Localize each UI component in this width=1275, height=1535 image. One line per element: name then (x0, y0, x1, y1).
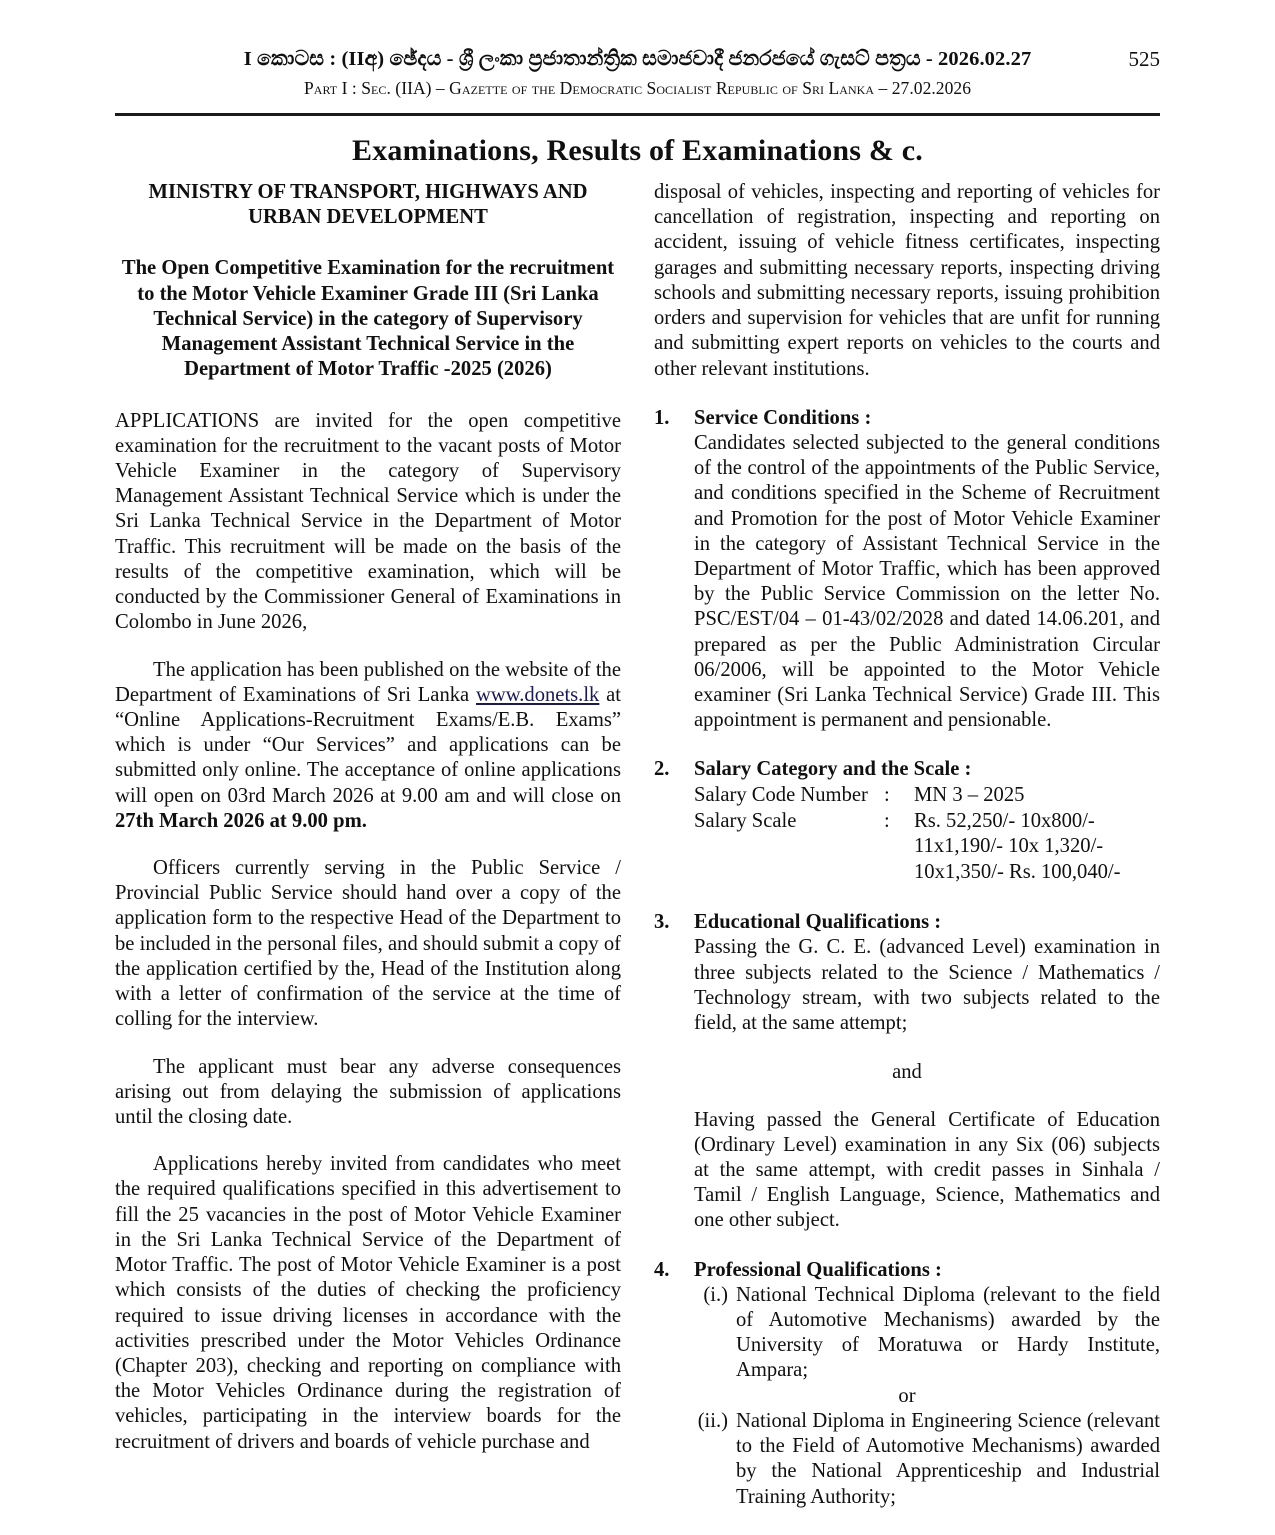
section-2-title: Salary Category and the Scale : (694, 758, 972, 781)
section-3-title: Educational Qualifications : (694, 911, 942, 934)
body-columns (115, 180, 1160, 1510)
section-salary (654, 757, 1160, 886)
section-1-title: Service Conditions : (694, 406, 872, 429)
paragraph-adverse-consequences: The applicant must bear any adverse consequences arising out from delaying the submission of applications until the closing date. (115, 1055, 621, 1128)
right-column (654, 180, 1160, 1510)
section-4-title: Professional Qualifications : (694, 1258, 942, 1281)
header-sinhala-line: I කොටස : (IIඅ) ඡේදය - ශ්‍රී ලංකා ප්‍රජාතාන්ත්‍රික සමාජවාදී ජනරජයේ ගැසට් පත්‍රය - 2026.02.27 (243, 48, 1032, 70)
examination-heading: The Open Competitive Examination for the recruitment to the Motor Vehicle Examiner Grade III (Sri Lanka Technical Service) in the category of Supervisory Management Assistant Technical Service in the Department of Motor Traffic -2025 (2026) (121, 257, 615, 381)
page-title: Examinations, Results of Examinations & c. (352, 134, 923, 167)
header-english-line: Part I : Sec. (IIA) – Gazette of the Democratic Socialist Republic of Sri Lanka – 27.02.2026 (303, 78, 972, 98)
section-1-text: Candidates selected subjected to the general conditions of the control of the appointments of the Public Service, and conditions specified in the Scheme of Recruitment and Promotion for the post of Motor Vehicle Examiner in the category of Assistant Technical Service in the Department of Motor Traffic, which has been approved by the Public Service Commission on the letter No. PSC/EST/04 – 01-43/02/2028 and dated 14.06.201, and prepared as per the Public Administration Circular 06/2006, will be appointed to the Motor Vehicle examiner (Sri Lanka Technical Service) Grade III. This appointment is permanent and pensionable. (694, 431, 1160, 732)
para2-text-before: The application has been published on the website of the Department of Examinations of Sri Lanka (115, 658, 621, 706)
education-ordinary-level-text: Having passed the General Certificate of Education (Ordinary Level) examination in any Six (06) subjects at the same attempt, with credit passes in Sinhala / Tamil / English Language, Science, Mathematics and one other subject. (694, 1108, 1160, 1232)
section-3-body-second (694, 1108, 1160, 1234)
salary-scale-row (694, 809, 1160, 835)
header-primary-row (115, 48, 1160, 71)
section-3-body (694, 935, 1160, 1036)
professional-item-1-text: National Technical Diploma (relevant to the field of Automotive Mechanisms) awarded by the University of Moratuwa or Hardy Institute, Ampara; (736, 1283, 1160, 1382)
section-2-heading (654, 757, 1160, 782)
section-4-heading (654, 1258, 1160, 1283)
section-1-body (694, 431, 1160, 734)
professional-item-1-label: (i.) (703, 1283, 728, 1306)
section-2-number: 2. (654, 758, 670, 781)
closing-date-bold: 27th March 2026 at 9.00 pm. (115, 809, 367, 832)
para2-text-after: at “Online Applications-Recruitment Exams/E.B. Exams” which is under “Our Services” and applications can be submitted only online. The acceptance of online applications will open on 03rd March 2026 at 9.00 am and will close on (115, 683, 622, 807)
section-4-number: 4. (654, 1258, 670, 1281)
salary-code-label: Salary Code Number (694, 783, 868, 806)
page-header (115, 48, 1160, 99)
and-connector: and (892, 1061, 922, 1084)
page-number: 525 (1128, 47, 1160, 71)
salary-scale-line-2: 11x1,190/- 10x 1,320/- (914, 835, 1104, 858)
salary-scale-line-3: 10x1,350/- Rs. 100,040/- (914, 861, 1121, 884)
paragraph-application-website (115, 658, 621, 835)
header-divider-rule (115, 113, 1160, 116)
section-service-conditions (654, 406, 1160, 734)
or-connector: or (898, 1384, 916, 1407)
section-educational-qualifications (654, 910, 1160, 1233)
salary-scale-line-1: Rs. 52,250/- 10x800/- (914, 809, 1095, 832)
paragraph-serving-officers: Officers currently serving in the Public Service / Provincial Public Service should hand over a copy of the application form to the respective Head of the Department to be included in the personal files, and should submit a copy of the application certified by the, Head of the Institution along with a letter of confirmation of the service at the time of colling for the interview. (115, 857, 621, 1031)
salary-code-row (694, 783, 1160, 809)
section-professional-qualifications (654, 1258, 1160, 1510)
professional-item-2-label: (ii.) (697, 1409, 728, 1432)
ministry-heading: MINISTRY OF TRANSPORT, HIGHWAYS AND URBAN DEVELOPMENT (148, 181, 588, 229)
section-1-heading (654, 406, 1160, 431)
paragraph-duties-continued: disposal of vehicles, inspecting and reporting of vehicles for cancellation of registration, inspecting and reporting on accident, issuing of vehicle fitness certificates, inspecting garages and submitting necessary reports, inspecting driving schools and submitting necessary reports, issuing prohibition orders and supervision for vehicles that are unfit for running and submitting expert reports on vehicles to the courts and other relevant institutions. (654, 181, 1160, 380)
salary-scale-colon: : (884, 809, 890, 832)
section-3-text: Passing the G. C. E. (advanced Level) examination in three subjects related to the Science / Mathematics / Technology stream, with two subjects related to the field, at the same attempt; (694, 936, 1160, 1035)
salary-scale-label: Salary Scale (694, 809, 797, 832)
paragraph-vacancies-duties: Applications hereby invited from candidates who meet the required qualifications specified in this advertisement to fill the 25 vacancies in the post of Motor Vehicle Examiner in the Sri Lanka Technical Service of the Department of Motor Traffic. The post of Motor Vehicle Examiner is a post which consists of the duties of checking the proficiency required to issue driving licenses in accordance with the activities prescribed under the Motor Vehicles Ordinance (Chapter 203), checking and reporting on compliance with the Motor Vehicles Ordinance during the registration of vehicles, participating in the interview boards for the recruitment of drivers and boards of vehicle purchase and (115, 1153, 621, 1453)
section-3-number: 3. (654, 911, 670, 934)
professional-item-1 (682, 1283, 1160, 1384)
salary-code-value: MN 3 – 2025 (914, 783, 1025, 806)
salary-details-table (694, 783, 1160, 887)
donets-website-link[interactable]: www.donets.lk (475, 683, 600, 706)
section-1-number: 1. (654, 406, 670, 429)
professional-item-2 (682, 1409, 1160, 1510)
section-3-heading (654, 910, 1160, 935)
professional-item-2-text: National Diploma in Engineering Science (relevant to the Field of Automotive Mechanisms) awarded by the National Apprenticeship and Industrial Training Authority; (736, 1409, 1160, 1508)
salary-code-colon: : (884, 783, 890, 806)
paragraph-applications-invited: APPLICATIONS are invited for the open competitive examination for the recruitment to the vacant posts of Motor Vehicle Examiner in the category of Supervisory Management Assistant Technical Service which is under the Sri Lanka Technical Service in the Department of Motor Traffic. This recruitment will be made on the basis of the results of the competitive examination, which will be conducted by the Commissioner General of Examinations in Colombo in June 2026, (115, 409, 621, 634)
left-column (115, 180, 621, 1510)
